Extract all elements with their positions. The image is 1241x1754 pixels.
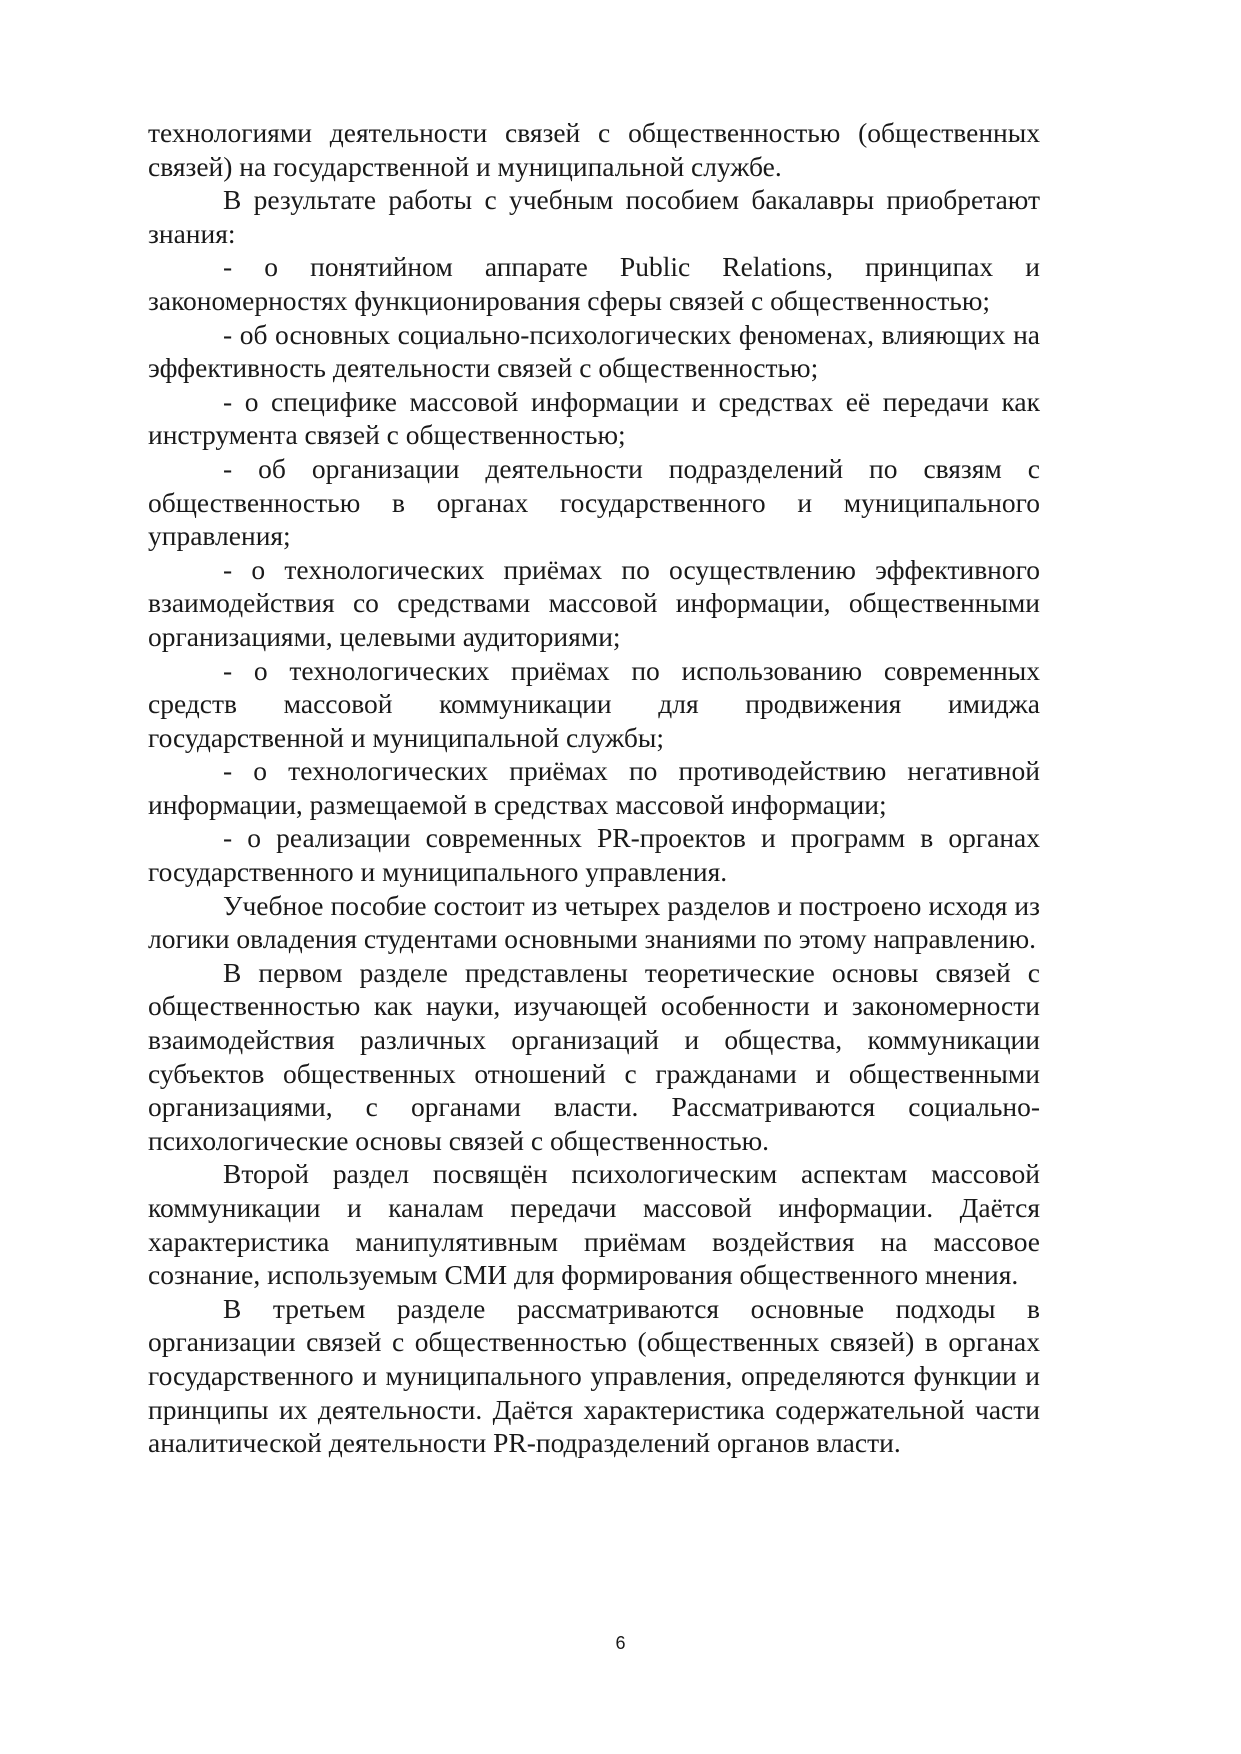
- list-item-negative-info: - о технологических приёмах по противодействию негативной информации, размещаемой в средствах массовой информации;: [148, 755, 1040, 820]
- list-item-phenomena: - об основных социально-психологических феноменах, влияющих на эффективность деятельности связей с общественностью;: [148, 318, 1040, 384]
- list-item-organization: - об организации деятельности подразделений по связям с общественностью в органах государственного и муниципального управления;: [148, 452, 1040, 552]
- paragraph-section-three: В третьем разделе рассматриваются основные подходы в организации связей с общественностью (общественных связей) в органах государственного и муниципального управления, определяются функции и принципы их деятельности. Даётся характеристика содержательной части аналитической деятельности PR-подразделений органов власти.: [148, 1292, 1040, 1459]
- list-item-pr-projects: - о реализации современных PR-проектов и программ в органах государственного и муниципального управления.: [148, 822, 1040, 888]
- list-item-media-interaction: - о технологических приёмах по осуществлению эффективного взаимодействия со средствами массовой информации, общественными организациями, целевыми аудиториями;: [148, 553, 1040, 652]
- page-number: 6: [615, 1633, 626, 1653]
- paragraph-structure: Учебное пособие состоит из четырех разделов и построено исходя из логики овладения студентами основными знаниями по этому направлению.: [148, 889, 1040, 955]
- paragraph-knowledge-intro: В результате работы с учебным пособием бакалавры приобретают знания:: [148, 184, 1040, 249]
- list-item-image-promotion: - о технологических приёмах по использованию современных средств массовой коммуникации для продвижения имиджа государственной и муниципальной службы;: [148, 654, 1040, 753]
- list-item-public-relations: - о понятийном аппарате Public Relations, принципах и закономерностях функционирования сферы связей с общественностью;: [148, 251, 1040, 316]
- paragraph-continuation: технологиями деятельности связей с общественностью (общественных связей) на государственной и муниципальной службе.: [148, 117, 1040, 182]
- paragraph-section-two: Второй раздел посвящён психологическим аспектам массовой коммуникации и каналам передачи массовой информации. Даётся характеристика манипулятивным приёмам воздействия на массовое сознание, используемым СМИ для формирования общественного мнения.: [148, 1158, 1040, 1291]
- body-text: [148, 116, 1040, 1460]
- paragraph-section-one: В первом разделе представлены теоретические основы связей с общественностью как науки, изучающей особенности и закономерности взаимодействия различных организаций и общества, коммуникации субъектов общественных отношений с гражданами и общественными организациями, с органами власти. Рассматриваются социально-психологические основы связей с общественностью.: [148, 956, 1040, 1156]
- list-item-mass-information: - о специфике массовой информации и средствах её передачи как инструмента связей с общественностью;: [148, 385, 1040, 451]
